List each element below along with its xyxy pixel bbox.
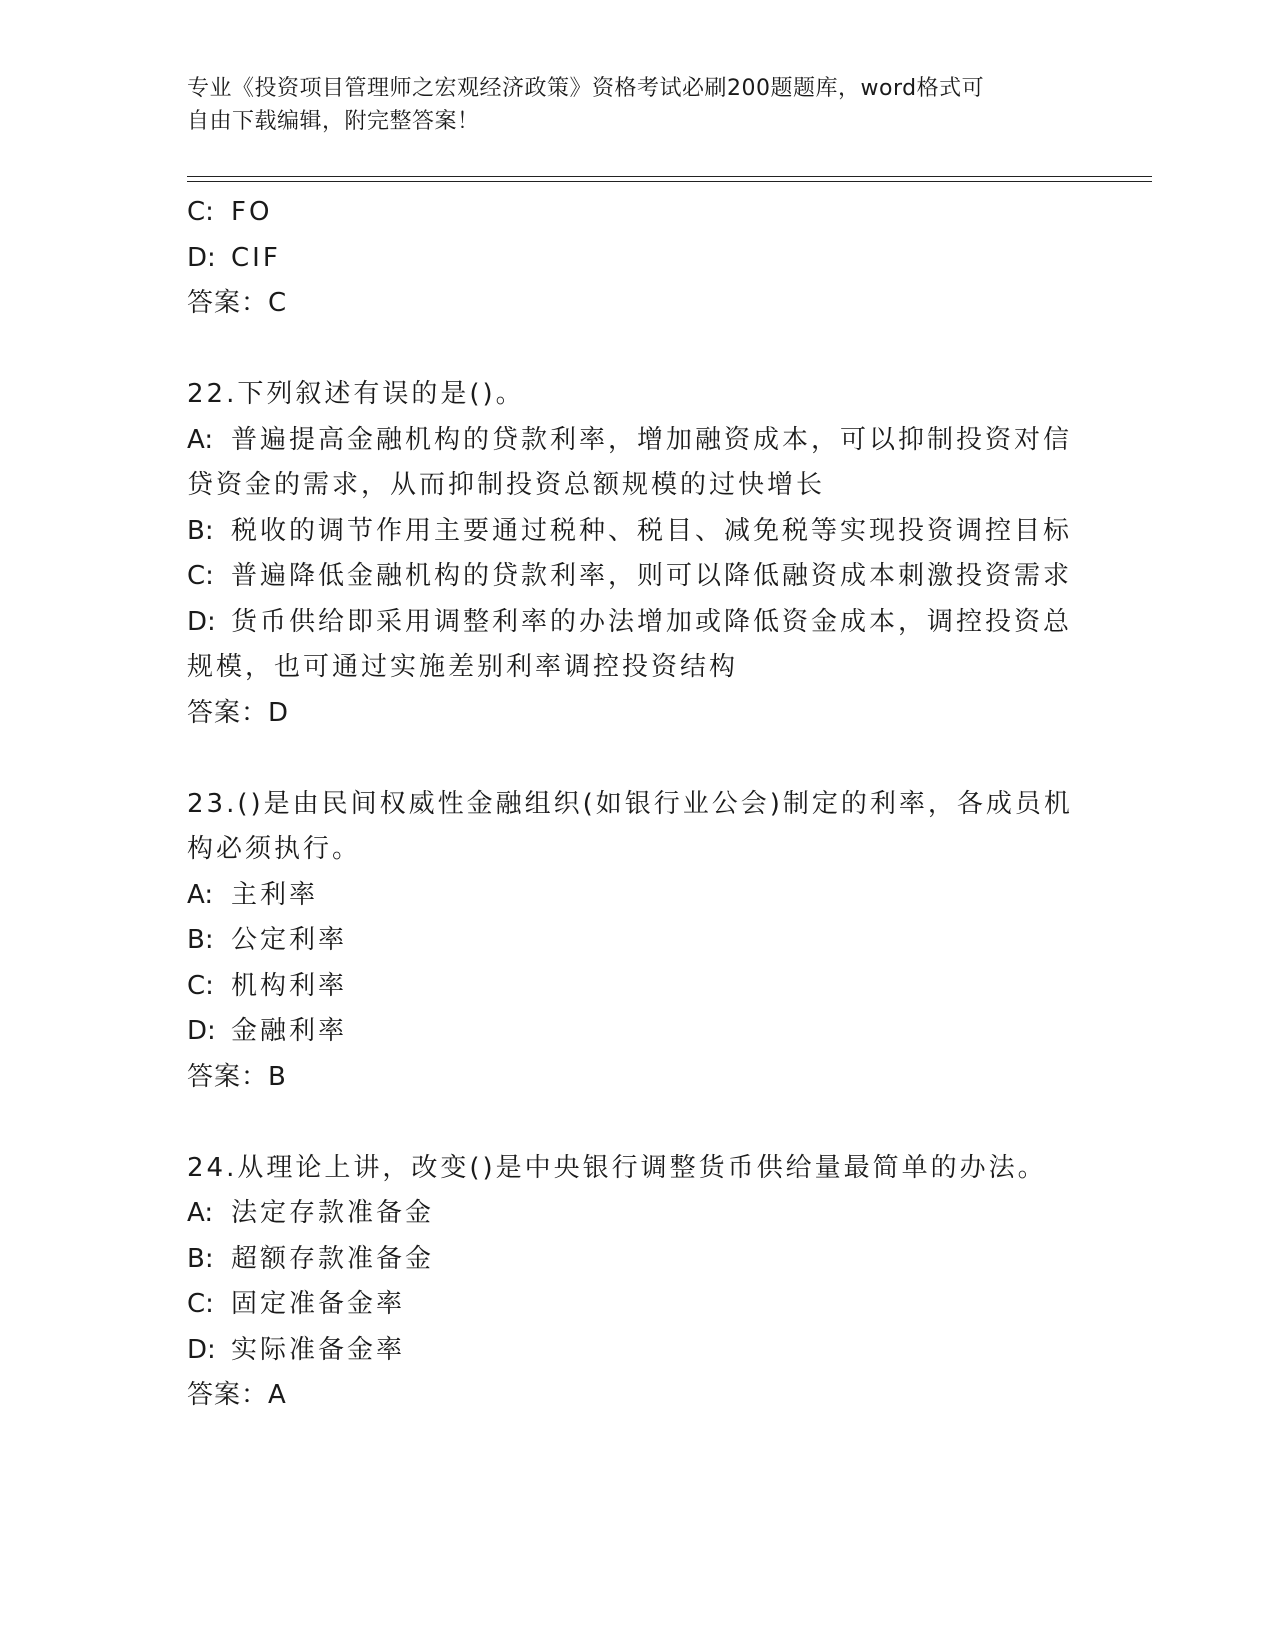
answer-line: 答案：B (187, 1061, 287, 1092)
option-d: D: 金融利率 (187, 1016, 348, 1046)
option-c: C: 固定准备金率 (187, 1289, 406, 1319)
option-c: C: FO (187, 197, 273, 227)
option-c: C: 普遍降低金融机构的贷款利率，则可以降低融资成本刺激投资需求 (187, 561, 1073, 591)
option-a-continued: 贷资金的需求，从而抑制投资总额规模的过快增长 (187, 470, 826, 500)
question-23 (187, 782, 1087, 1101)
question-stem-continued: 构必须执行。 (187, 834, 362, 864)
question-content (187, 190, 1087, 1419)
question-22 (187, 372, 1087, 736)
page-header (187, 72, 1067, 138)
option-d: D: 实际准备金率 (187, 1334, 406, 1365)
question-stem: 23.()是由民间权威性金融组织(如银行业公会)制定的利率，各成员机 (187, 788, 1073, 819)
spacer (187, 327, 1087, 373)
prev-question-block (187, 190, 1087, 327)
option-b: B: 公定利率 (187, 925, 348, 955)
spacer (187, 736, 1087, 782)
option-d-continued: 规模，也可通过实施差别利率调控投资结构 (187, 652, 739, 682)
question-24 (187, 1146, 1087, 1419)
spacer (187, 1100, 1087, 1146)
question-stem: 24.从理论上讲，改变()是中央银行调整货币供给量最简单的办法。 (187, 1152, 1047, 1183)
option-b: B: 超额存款准备金 (187, 1243, 435, 1274)
option-d: D: CIF (187, 242, 281, 273)
answer-line: 答案：C (187, 288, 288, 318)
question-stem: 22.下列叙述有误的是()。 (187, 379, 525, 409)
header-line-1: 专业《投资项目管理师之宏观经济政策》资格考试必刷200题题库，word格式可 (187, 76, 985, 101)
header-rule-top (187, 176, 1152, 177)
option-b: B: 税收的调节作用主要通过税种、税目、减免税等实现投资调控目标 (187, 515, 1073, 546)
option-a: A: 法定存款准备金 (187, 1198, 435, 1228)
answer-line: 答案：D (187, 697, 290, 728)
option-d: D: 货币供给即采用调整利率的办法增加或降低资金成本，调控投资总 (187, 606, 1073, 637)
header-line-2: 自由下载编辑，附完整答案！ (187, 109, 480, 134)
answer-line: 答案：A (187, 1380, 287, 1410)
header-rule-bottom (187, 181, 1152, 182)
option-a: A: 主利率 (187, 879, 319, 910)
option-c: C: 机构利率 (187, 970, 348, 1001)
option-a: A: 普遍提高金融机构的贷款利率，增加融资成本，可以抑制投资对信 (187, 424, 1073, 455)
